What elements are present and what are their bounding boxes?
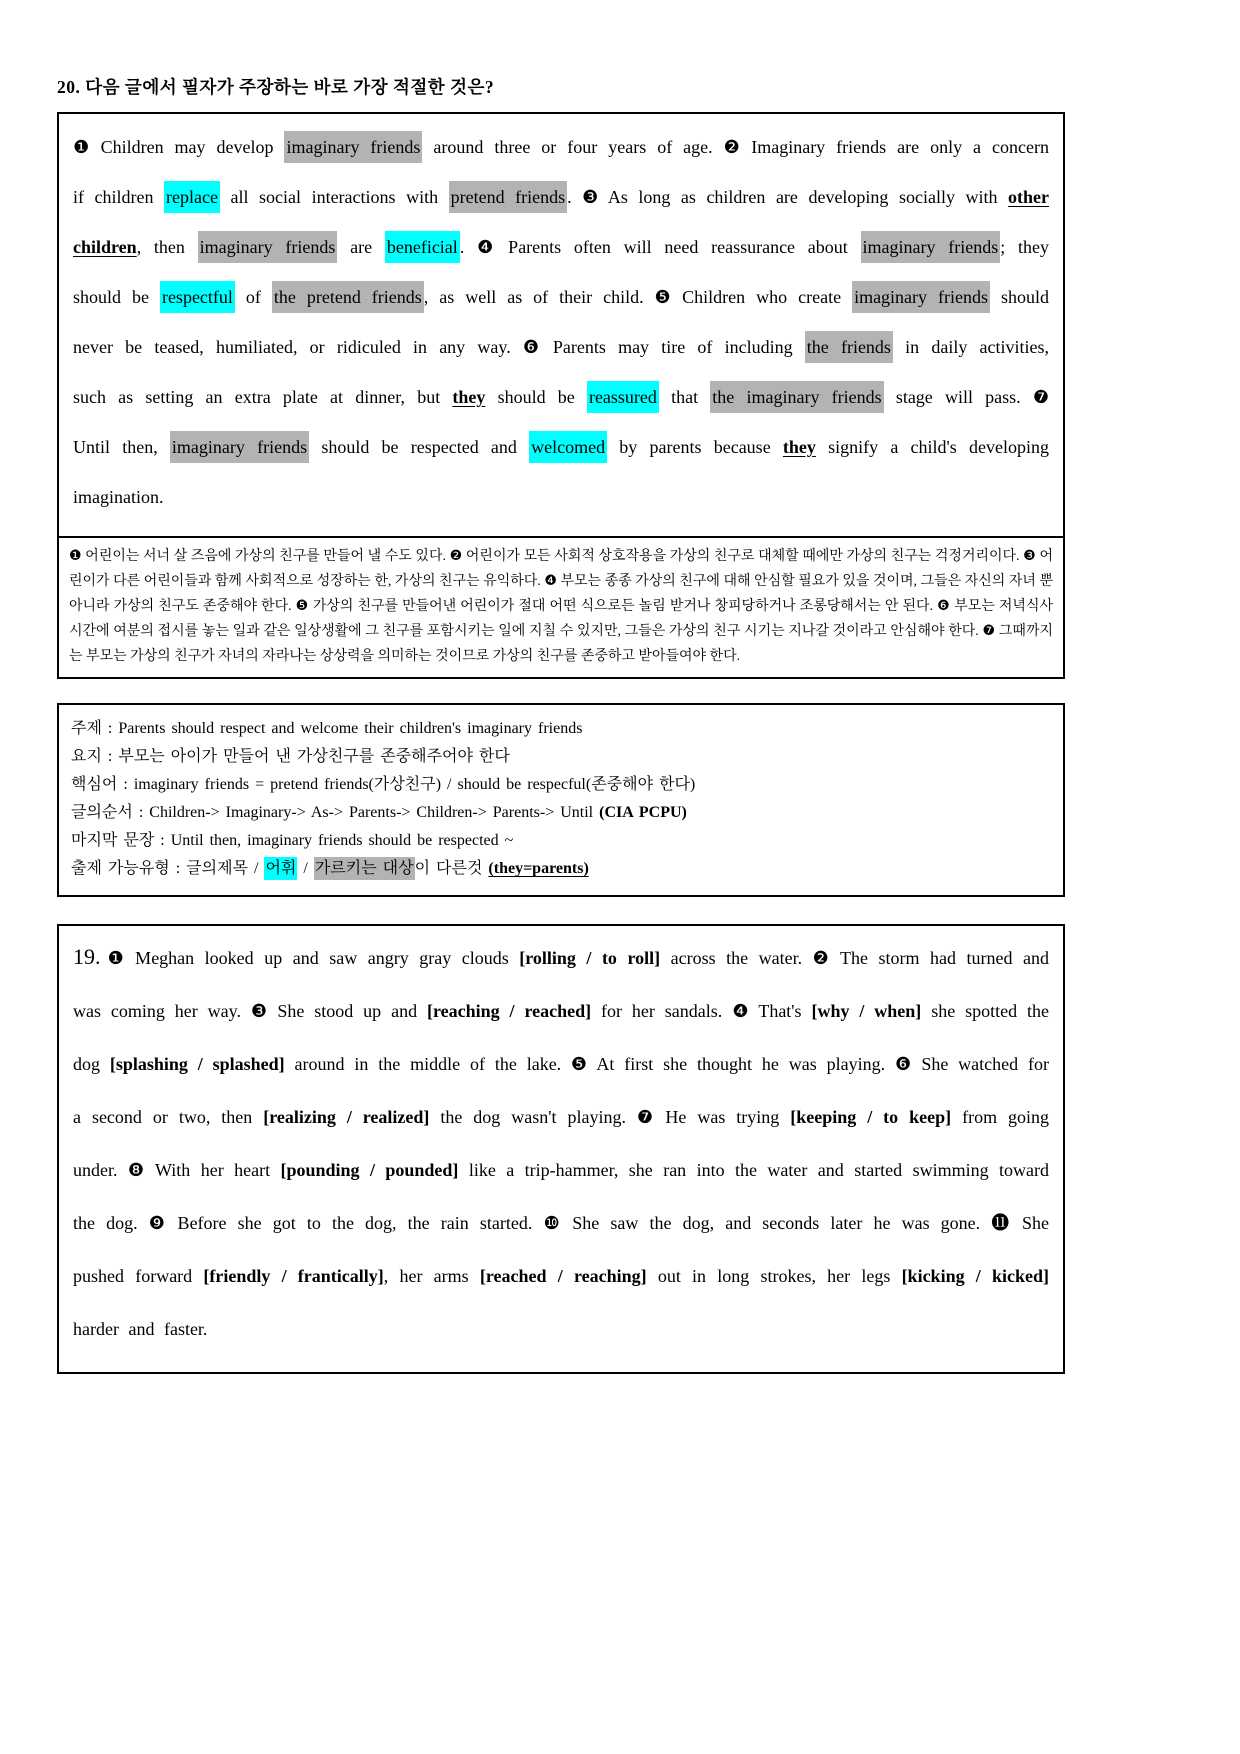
- question-19-passage-segments: ❶ Meghan looked up and saw angry gray clouds [rolling / to roll] across the water. ❷ The storm had turned and was coming her way. ❸ She stood up and [reaching / reached] for her sandals. ❹ That's [why / when] she spotted the dog [splashing / splashed] around in the middle of the lake. ❺ At first she thought he was playing. ❻ She watched for a second or two, then [realizing / realized] the dog wasn't playing. ❼ He was trying [keeping / to keep] from going under. ❽ With her heart [pounding / pounded] like a trip-hammer, she ran into the water and started swimming toward the dog. ❾ Before she got to the dog, the rain started. ❿ She saw the dog, and seconds later he was gone. ⓫ She pushed forward [friendly / frantically], her arms [reached / reaching] out in long strokes, her legs [kicking / kicked] harder and faster.: [73, 948, 1050, 1339]
- analysis-row-question-types: 출제 가능유형 : 글의제목 / 어휘 / 가르키는 대상이 다른것 (they=parents): [71, 855, 1051, 883]
- question-19-passage-text: [73, 930, 1049, 1356]
- question-20-title: 20. 다음 글에서 필자가 주장하는 바로 가장 적절한 것은?: [57, 77, 495, 97]
- analysis-row-keywords: 핵심어 : imaginary friends = pretend friends(가상친구) / should be respecful(존중해야 한다): [71, 776, 696, 793]
- question-20-analysis-box: [57, 703, 1065, 897]
- analysis-row-topic: 주제 : Parents should respect and welcome their children's imaginary friends: [71, 720, 583, 737]
- analysis-row-text-order: 글의순서 : Children-> Imaginary-> As-> Parents-> Children-> Parents-> Until (CIA PCPU): [71, 804, 687, 821]
- question-20-translation-text: ❶ 어린이는 서너 살 즈음에 가상의 친구를 만들어 낼 수도 있다. ❷ 어린이가 모든 사회적 상호작용을 가상의 친구로 대체할 때에만 가상의 친구는 걱정거리이다. ❸ 어린이가 다른 어린이들과 함께 사회적으로 성장하는 한, 가상의 친구는 유익하다. ❹ 부모는 종종 가상의 친구에 대해 안심할 필요가 있을 것이며, 그들은 자신의 자녀 뿐 아니라 가상의 친구도 존중해야 한다. ❺ 가상의 친구를 만들어낸 어린이가 절대 어떤 식으로든 놀림 받거나 창피당하거나 조롱당해서는 안 된다. ❻ 부모는 저녁식사 시간에 여분의 접시를 놓는 일과 같은 일상생활에 그 친구를 포함시키는 일에 지칠 수 있지만, 그들은 가상의 친구 시기는 지나갈 것이라고 안심해야 한다. ❼ 그때까지는 부모는 가상의 친구가 자녀의 자라나는 상상력을 의미하는 것이므로 가상의 친구를 존중하고 받아들여야 한다.: [69, 549, 1053, 664]
- question-20-passage-box: [57, 112, 1065, 538]
- question-19-passage-box: [57, 924, 1065, 1374]
- question-19-number: 19.: [73, 944, 101, 969]
- question-20-translation-box: [57, 536, 1065, 679]
- worksheet-content: [57, 0, 1065, 1374]
- analysis-row-gist: 요지 : 부모는 아이가 만들어 낸 가상친구를 존중해주어야 한다: [71, 748, 510, 765]
- question-20-passage-text: ❶ Children may develop imaginary friends around three or four years of age. ❷ Imaginary friends are only a concern if children replace all social interactions with pretend friends . ❸ As long as children are developing socially with other children, then imaginary friends are beneficial . ❹ Parents often will need reassurance about imaginary friends ; they should be respectful of the pretend friends , as well as of their child. ❺ Children who create imaginary friends should never be teased, humiliated, or ridiculed in any way. ❻ Parents may tire of including the friends in daily activities, such as setting an extra plate at dinner, but they should be reassured that the imaginary friends stage will pass. ❼ Until then, imaginary friends should be respected and welcomed by parents because they signify a child's developing imagination.: [73, 122, 1049, 522]
- analysis-row-last-sentence: 마지막 문장 : Until then, imaginary friends should be respected ~: [71, 832, 514, 849]
